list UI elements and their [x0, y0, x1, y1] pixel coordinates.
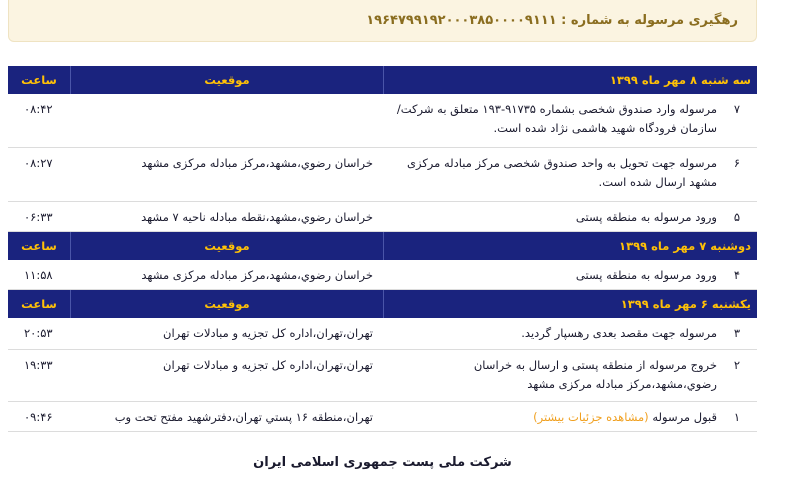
- event-description: [383, 402, 717, 431]
- event-time: ۲۰:۵۳: [24, 326, 53, 340]
- event-location: تهران،منطقه ۱۶ پستي تهران،دفترشهيد مفتح تحت وب: [114, 410, 373, 424]
- location-column-header: موقعیت: [70, 290, 383, 318]
- day-label: دوشنبه ۷ مهر ماه ۱۳۹۹: [383, 232, 757, 260]
- event-description: مرسوله وارد صندوق شخصی بشماره ۹۱۷۳۵-۱۹۳ متعلق به شرکت/سازمان فرودگاه شهید هاشمی نژاد شده است.: [396, 102, 717, 135]
- event-description: مرسوله جهت تحویل به واحد صندوق شخصی مرکز مبادله مرکزی مشهد ارسال شده است.: [406, 156, 717, 189]
- event-number: ۲: [733, 358, 741, 372]
- table-row: [8, 202, 757, 232]
- location-column-header: موقعیت: [70, 232, 383, 260]
- day-header: [8, 66, 757, 94]
- event-number: ۷: [733, 102, 741, 116]
- table-row: [8, 318, 757, 350]
- day-label: سه شنبه ۸ مهر ماه ۱۳۹۹: [383, 66, 757, 94]
- event-description-text: قبول مرسوله: [652, 410, 717, 424]
- event-number: ۶: [733, 156, 741, 170]
- event-description: مرسوله جهت مقصد بعدی رهسپار گردید.: [521, 326, 717, 340]
- footer-text: شرکت ملی پست جمهوری اسلامی ایران: [253, 455, 512, 470]
- event-location: خراسان رضوي،مشهد،نقطه مبادله ناحيه ۷ مشهد: [141, 210, 373, 224]
- table-row: [8, 402, 757, 432]
- event-time: ۰۶:۳۳: [24, 210, 53, 224]
- event-number: ۳: [733, 326, 741, 340]
- event-number: ۵: [733, 210, 741, 224]
- tracking-title: رهگیری مرسوله به شماره : ۱۹۶۴۷۹۹۱۹۲۰۰۰۳۸۵۰۰۰۰۹۱۱۱: [366, 13, 738, 28]
- table-row: [8, 260, 757, 290]
- event-location: [70, 94, 383, 147]
- event-description: ورود مرسوله به منطقه پستی: [575, 268, 717, 282]
- time-column-header: ساعت: [21, 73, 57, 87]
- event-time: ۰۸:۲۷: [24, 156, 53, 170]
- location-column-header: موقعیت: [70, 66, 383, 94]
- event-time: ۱۹:۳۳: [24, 358, 53, 372]
- table-row: [8, 94, 757, 148]
- table-row: [8, 148, 757, 202]
- more-details-link[interactable]: (مشاهده جزئیات بیشتر): [533, 410, 649, 424]
- event-number: ۴: [733, 268, 741, 282]
- day-label: يکشنبه ۶ مهر ماه ۱۳۹۹: [383, 290, 757, 318]
- event-time: ۱۱:۵۸: [24, 268, 53, 282]
- time-column-header: ساعت: [21, 297, 57, 311]
- day-header: [8, 290, 757, 318]
- event-location: تهران،تهران،اداره کل تجزيه و مبادلات تهران: [163, 358, 373, 372]
- event-time: ۰۸:۴۲: [24, 102, 53, 116]
- event-description: ورود مرسوله به منطقه پستی: [575, 210, 717, 224]
- event-location: تهران،تهران،اداره کل تجزيه و مبادلات تهران: [163, 326, 373, 340]
- day-header: [8, 232, 757, 260]
- tracking-table: [8, 66, 757, 432]
- event-number: ۱: [733, 410, 741, 424]
- event-location: خراسان رضوي،مشهد،مرکز مبادله مرکزی مشهد: [141, 156, 373, 170]
- table-row: [8, 350, 757, 402]
- time-column-header: ساعت: [21, 239, 57, 253]
- tracking-header: [8, 0, 757, 42]
- event-time: ۰۹:۴۶: [24, 410, 53, 424]
- event-location: خراسان رضوي،مشهد،مرکز مبادله مرکزی مشهد: [141, 268, 373, 282]
- event-description: خروج مرسوله از منطقه پستی و ارسال به خراسان رضوي،مشهد،مرکز مبادله مرکزی مشهد: [473, 358, 717, 391]
